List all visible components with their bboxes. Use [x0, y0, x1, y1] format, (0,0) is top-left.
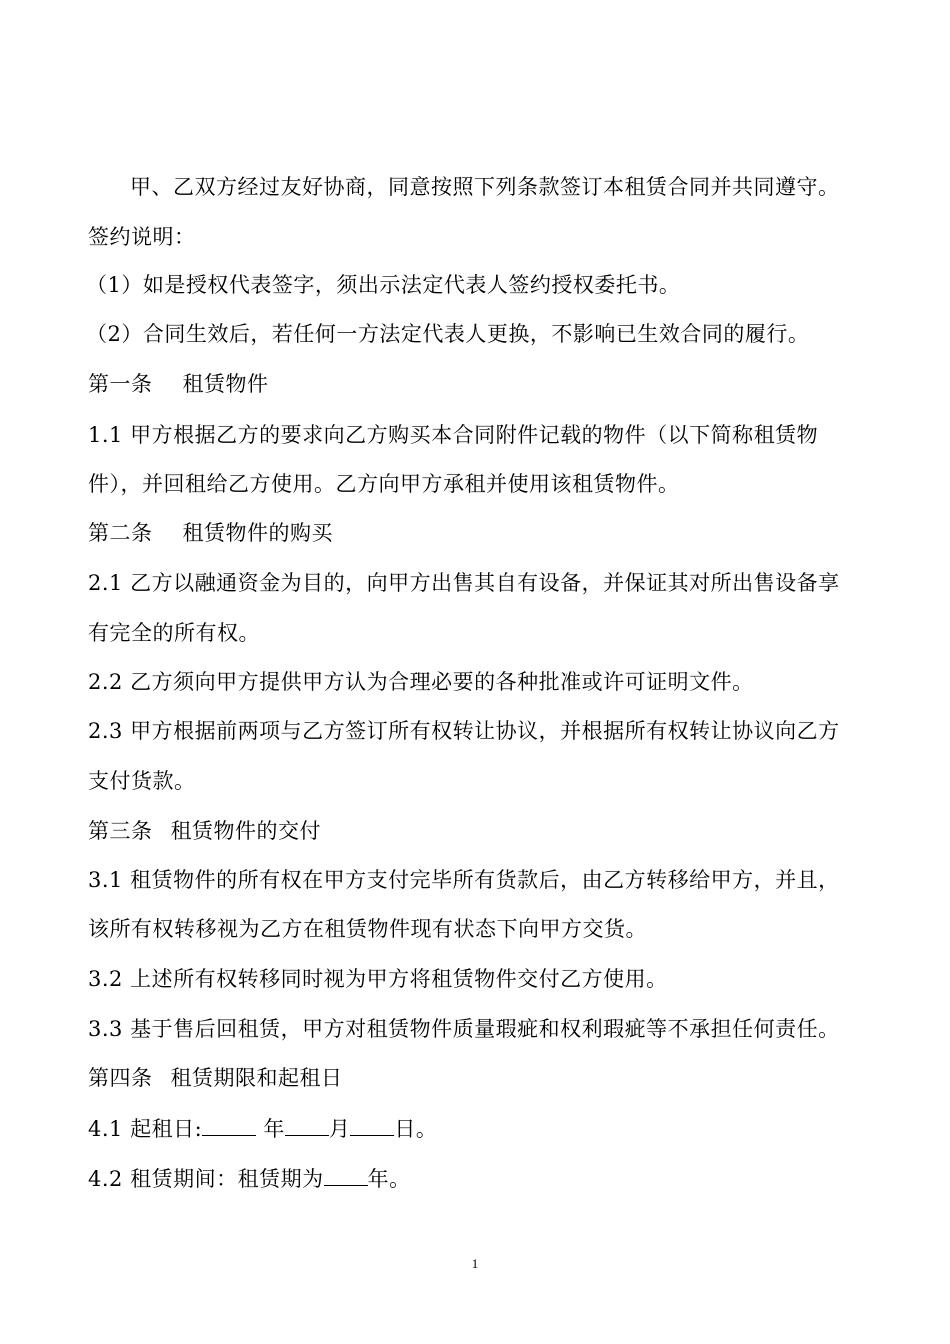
- clause-4-2: [88, 1163, 878, 1194]
- clause-2-2: 2.2 乙方须向甲方提供甲方认为合理必要的各种批准或许可证明文件。: [88, 670, 754, 694]
- year-label: 年: [263, 1117, 285, 1141]
- lease-term-blank: [324, 1163, 368, 1186]
- month-label: 月: [328, 1117, 351, 1141]
- article-4-number: 第四条: [88, 1066, 153, 1090]
- article-4-title: 租赁期限和起租日: [170, 1066, 343, 1090]
- article-1-title: 租赁物件: [182, 372, 269, 396]
- clause-2-1-line-1: 2.1 乙方以融通资金为目的，向甲方出售其自有设备，并保证其对所出售设备享: [88, 571, 840, 595]
- article-3-title: 租赁物件的交付: [170, 819, 321, 843]
- clause-4-2-label: 4.2 租赁期间：租赁期为: [88, 1167, 324, 1191]
- article-1-number: 第一条: [88, 372, 153, 396]
- article-3-number: 第三条: [88, 819, 153, 843]
- start-month-blank: [285, 1113, 329, 1136]
- clause-3-1-line-1: 3.1 租赁物件的所有权在甲方支付完毕所有货款后，由乙方转移给甲方，并且，: [88, 868, 840, 892]
- clause-4-1-label: 4.1 起租日:: [88, 1117, 203, 1141]
- article-1-heading: [88, 369, 878, 399]
- intro-paragraph: 甲、乙双方经过友好协商，同意按照下列条款签订本租赁合同并共同遵守。: [130, 175, 840, 199]
- clause-4-1: [88, 1113, 878, 1144]
- article-4-heading: [88, 1063, 878, 1093]
- clause-2-3-line-1: 2.3 甲方根据前两项与乙方签订所有权转让协议，并根据所有权转让协议向乙方: [88, 719, 840, 743]
- clause-2-3-line-2: 支付货款。: [88, 769, 196, 793]
- article-2-title: 租赁物件的购买: [182, 521, 333, 545]
- signing-note-1: （1）如是授权代表签字，须出示法定代表人签约授权委托书。: [86, 273, 681, 297]
- clause-2-1-line-2: 有完全的所有权。: [88, 621, 260, 645]
- article-3-heading: [88, 816, 878, 846]
- article-2-heading: [88, 518, 878, 548]
- day-label: 日。: [394, 1117, 438, 1141]
- signing-notes-title: 签约说明：: [88, 225, 196, 249]
- signing-note-2: （2）合同生效后，若任何一方法定代表人更换，不影响已生效合同的履行。: [86, 322, 810, 346]
- page-number: 1: [471, 1256, 479, 1271]
- clause-3-3: 3.3 基于售后回租赁，甲方对租赁物件质量瑕疵和权利瑕疵等不承担任何责任。: [88, 1017, 840, 1041]
- start-year-blank: [202, 1113, 256, 1136]
- start-day-blank: [350, 1113, 394, 1136]
- clause-3-1-line-2: 该所有权转移视为乙方在租赁物件现有状态下向甲方交货。: [88, 917, 647, 941]
- clause-1-1-line-2: 件），并回租给乙方使用。乙方向甲方承租并使用该租赁物件。: [88, 472, 680, 496]
- lease-term-unit: 年。: [367, 1167, 411, 1191]
- article-2-number: 第二条: [88, 521, 153, 545]
- clause-3-2: 3.2 上述所有权转移同时视为甲方将租赁物件交付乙方使用。: [88, 967, 668, 991]
- clause-1-1-line-1: 1.1 甲方根据乙方的要求向乙方购买本合同附件记载的物件（以下简称租赁物: [88, 423, 819, 447]
